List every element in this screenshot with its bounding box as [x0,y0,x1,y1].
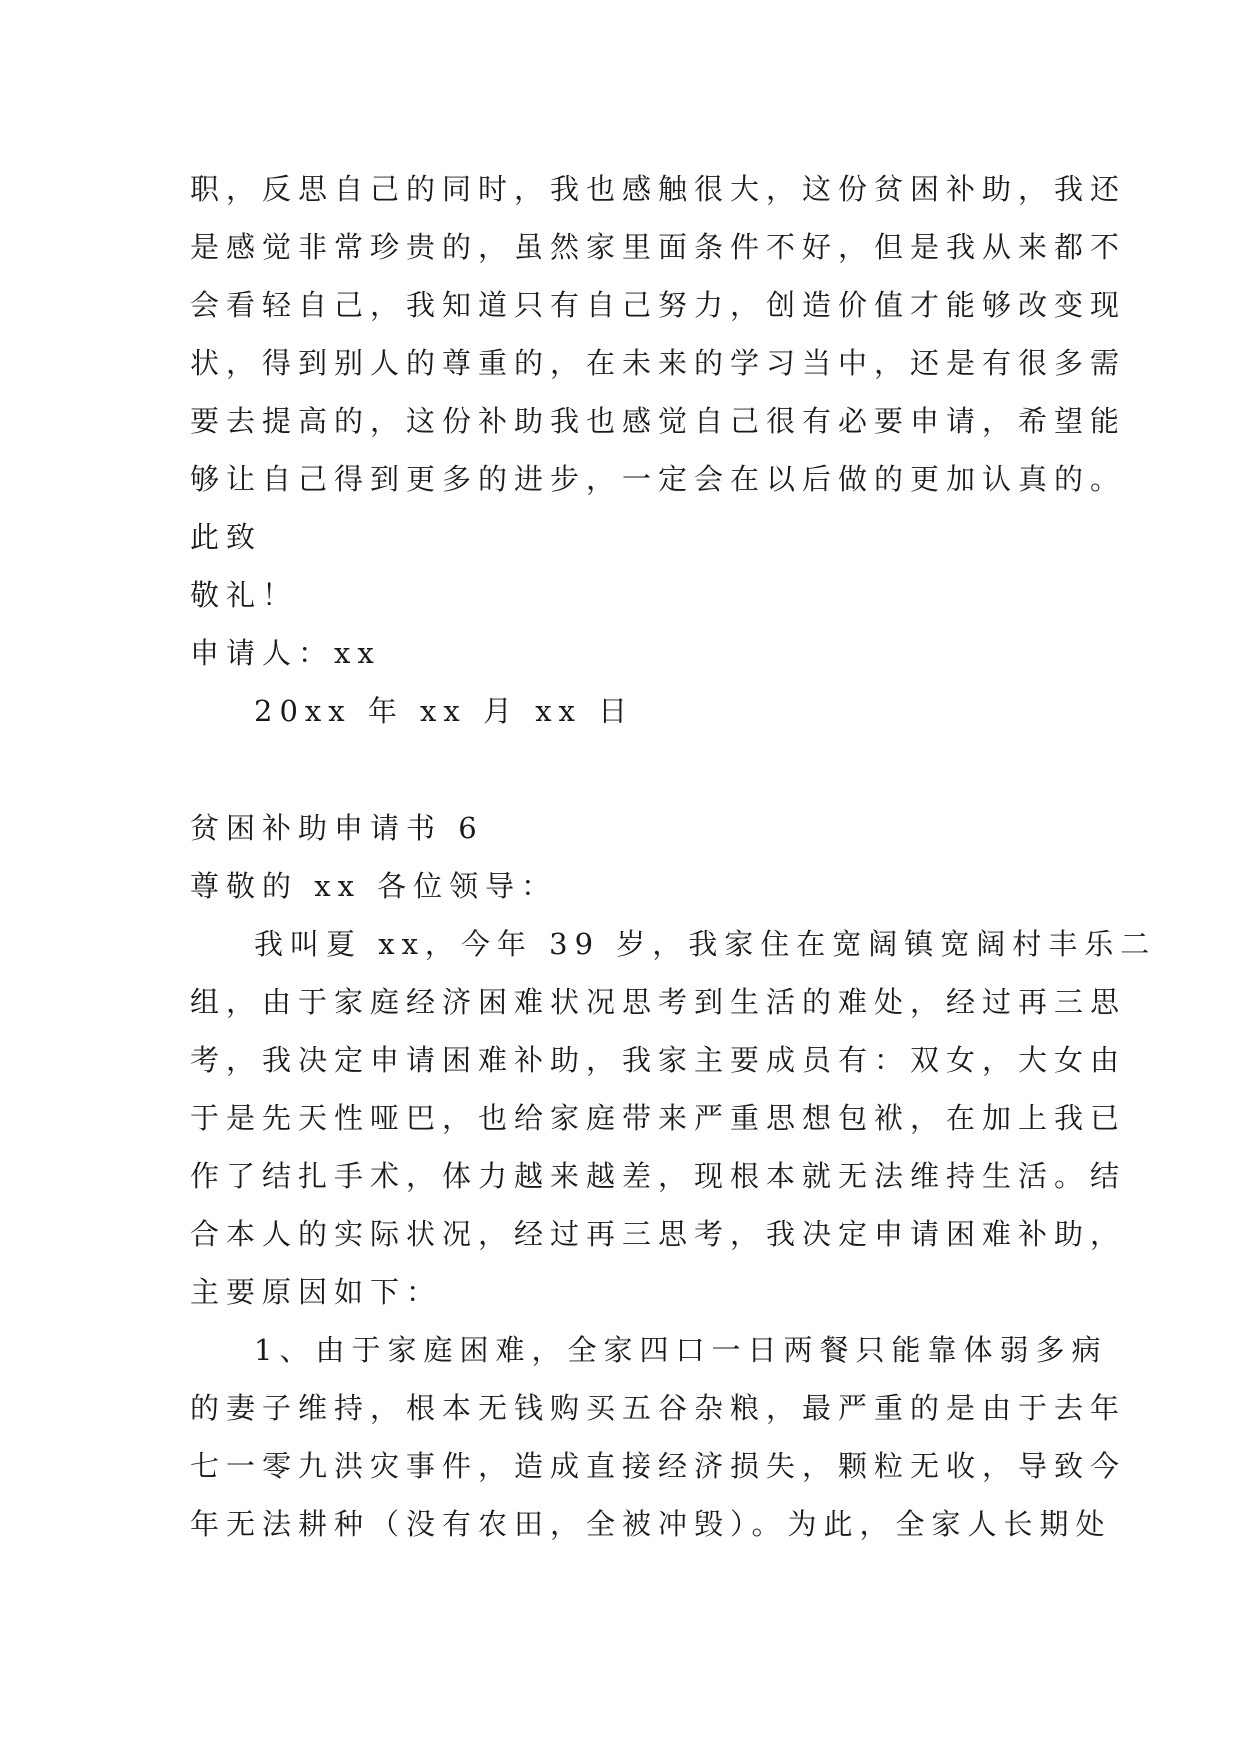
text-line: 1、由于家庭困难，全家四口一日两餐只能靠体弱多病 [254,1333,1108,1367]
applicant-line: 申请人：xx [190,636,381,670]
date-line: 20xx 年 xx 月 xx 日 [254,694,635,728]
text-line: 我叫夏 xx，今年 39 岁，我家住在宽阔镇宽阔村丰乐二 [254,927,1157,961]
text-line: 组，由于家庭经济困难状况思考到生活的难处，经过再三思 [190,985,1127,1019]
text-line: 七一零九洪灾事件，造成直接经济损失，颗粒无收，导致今 [190,1449,1127,1483]
text-line: 职，反思自己的同时，我也感触很大，这份贫困补助，我还 [190,172,1127,206]
section-title: 贫困补助申请书 6 [190,811,484,845]
text-line: 作了结扎手术，体力越来越差，现根本就无法维持生活。结 [190,1159,1127,1193]
text-line: 合本人的实际状况，经过再三思考，我决定申请困难补助， [190,1217,1127,1251]
text-line: 够让自己得到更多的进步，一定会在以后做的更加认真的。 [190,462,1127,496]
text-line: 的妻子维持，根本无钱购买五谷杂粮，最严重的是由于去年 [190,1391,1127,1425]
text-line: 状，得到别人的尊重的，在未来的学习当中，还是有很多需 [190,346,1127,380]
text-line: 是感觉非常珍贵的，虽然家里面条件不好，但是我从来都不 [190,230,1127,264]
text-line: 考，我决定申请困难补助，我家主要成员有：双女，大女由 [190,1043,1127,1077]
closing-text: 此致 [190,520,263,554]
text-line: 要去提高的，这份补助我也感觉自己很有必要申请，希望能 [190,404,1127,438]
salute-text: 敬礼！ [190,578,299,612]
text-line: 会看轻自己，我知道只有自己努力，创造价值才能够改变现 [190,288,1127,322]
text-line: 年无法耕种（没有农田，全被冲毁）。为此，全家人长期处 [190,1507,1112,1541]
text-line: 于是先天性哑巴，也给家庭带来严重思想包袱，在加上我已 [190,1101,1127,1135]
greeting-line: 尊敬的 xx 各位领导： [190,869,558,903]
text-line: 主要原因如下： [190,1275,443,1309]
